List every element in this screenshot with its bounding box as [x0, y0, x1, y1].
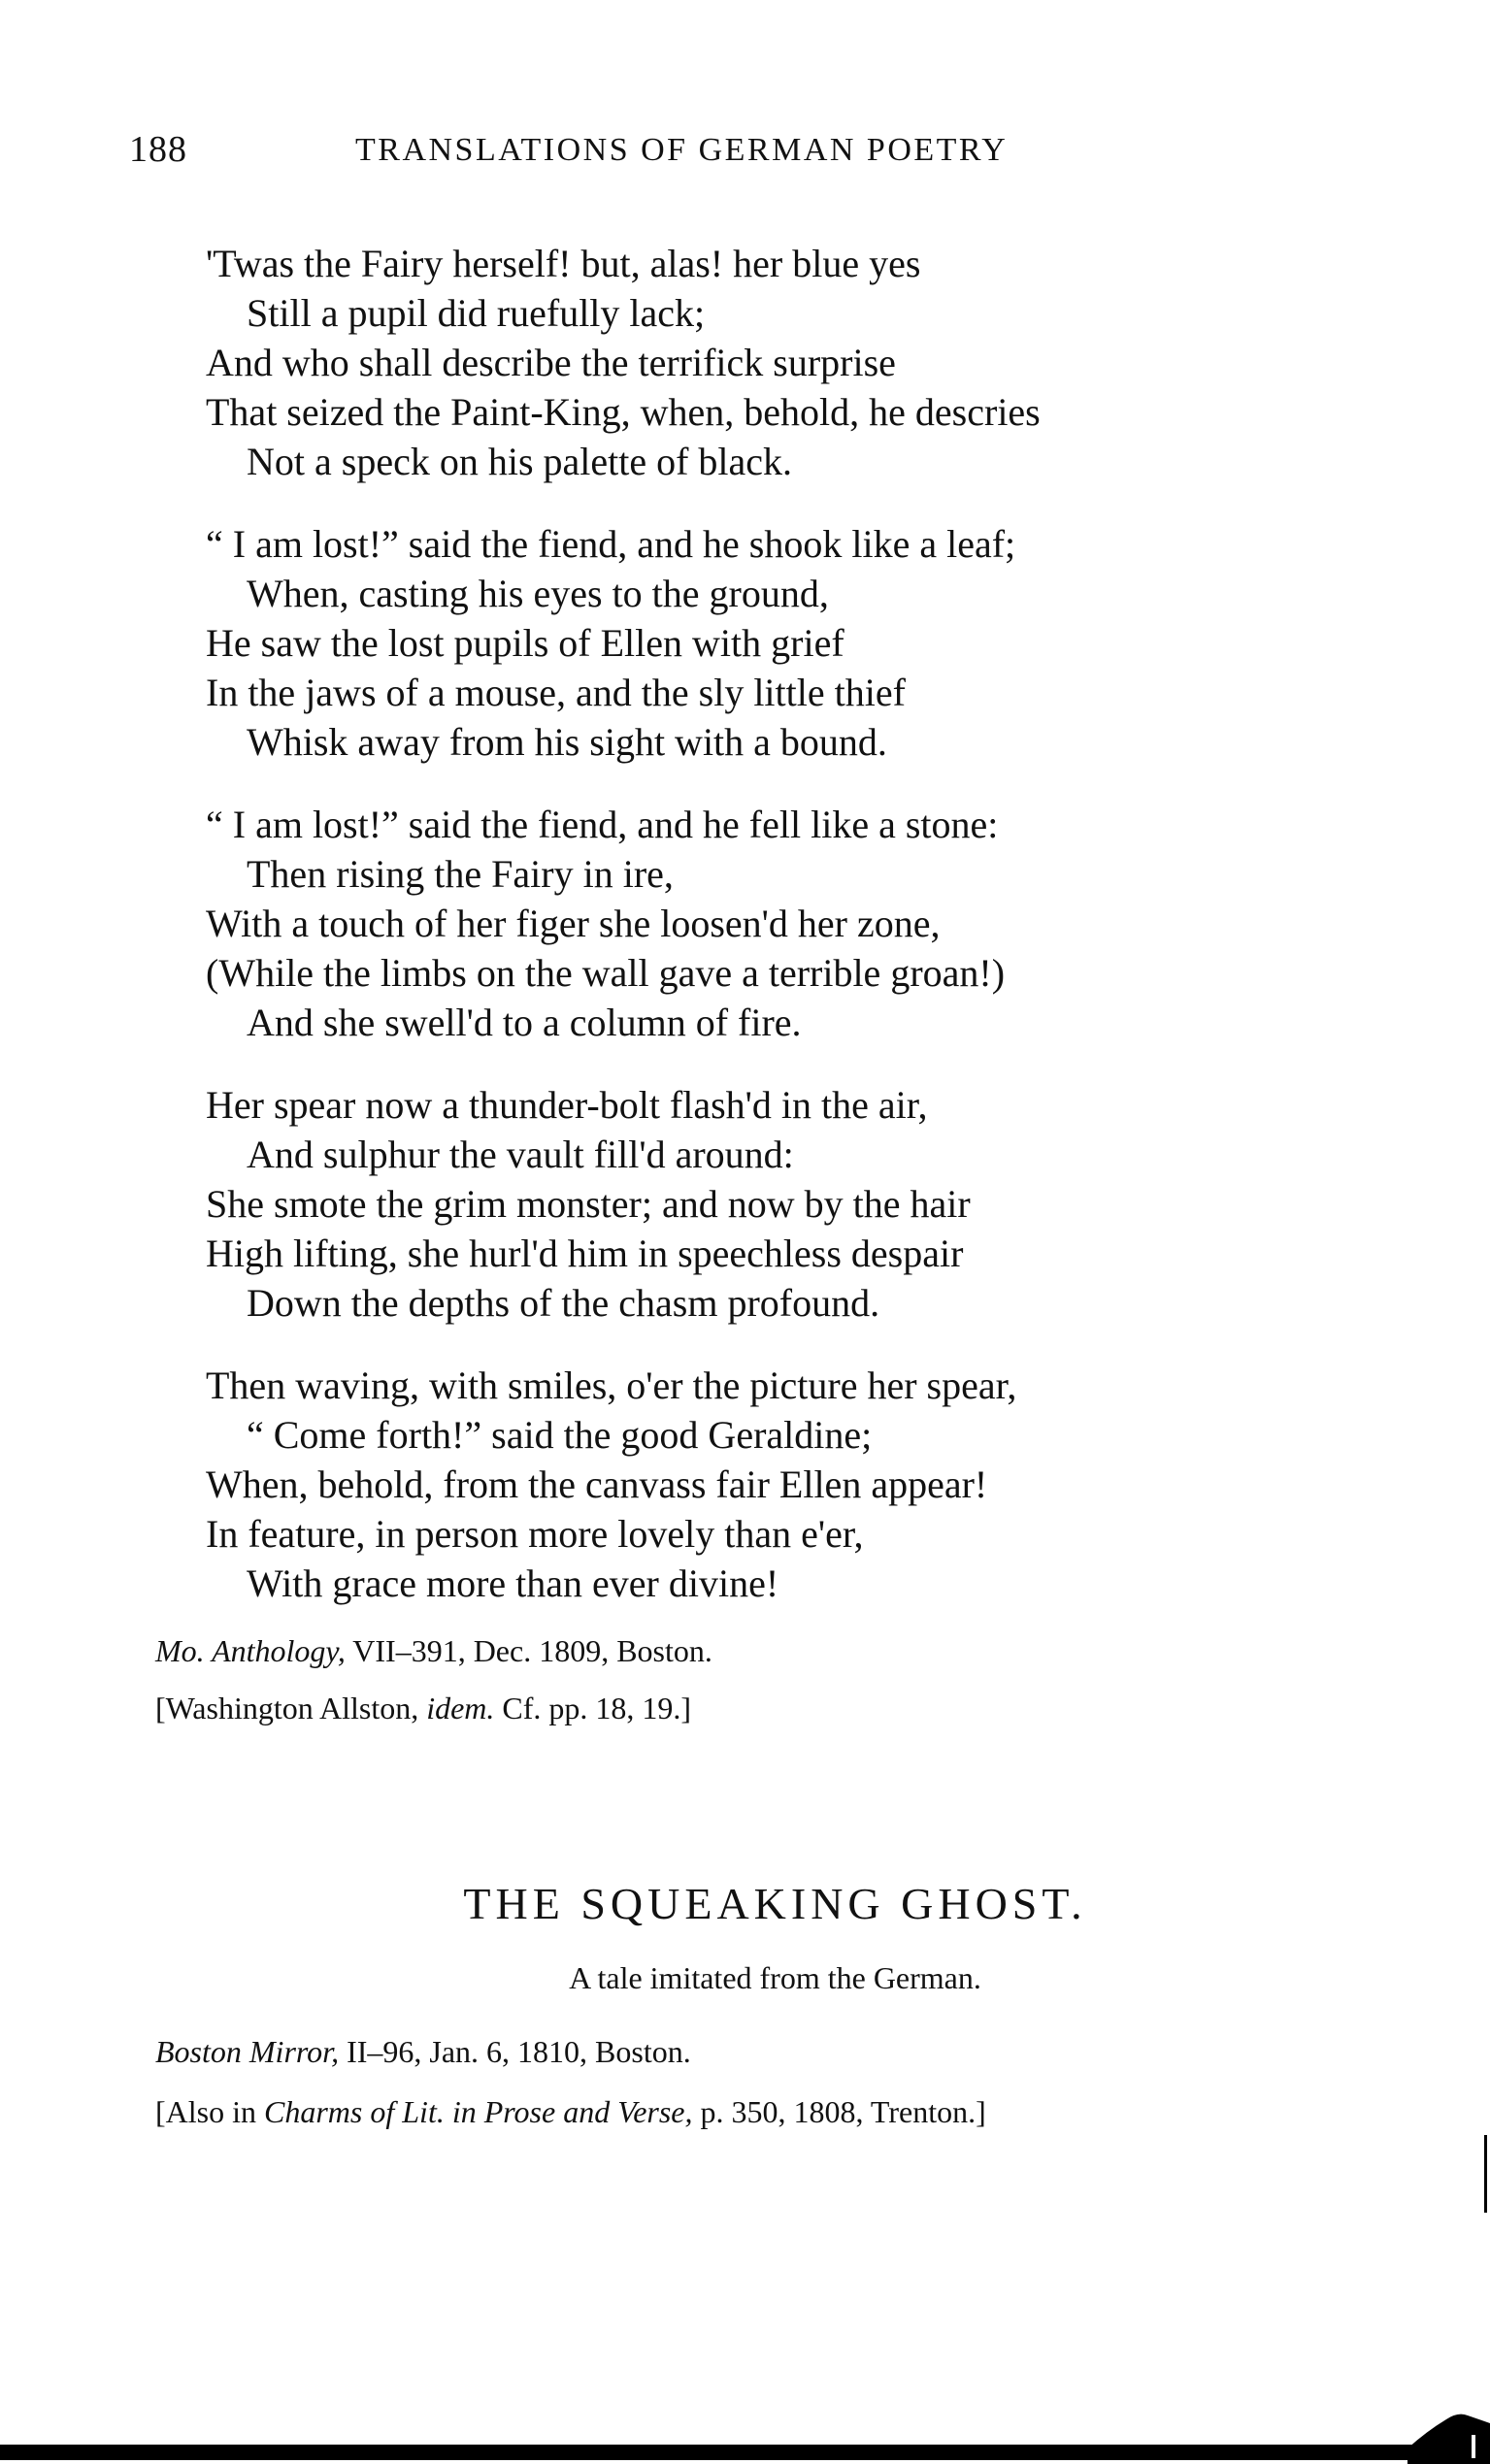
poem-line: Not a speck on his palette of black.: [247, 440, 793, 483]
poem-line: Down the depths of the chasm profound.: [247, 1281, 880, 1325]
poem-line: He saw the lost pupils of Ellen with grief: [206, 621, 844, 665]
attribution-suffix: Cf. pp. 18, 19.]: [494, 1691, 692, 1725]
poem-line: Her spear now a thunder-bolt flash'd in the air,: [206, 1083, 928, 1127]
note-suffix: p. 350, 1808, Trenton.]: [692, 2094, 986, 2129]
stanza-4: [206, 1080, 1274, 1328]
poem-line: “ I am lost!” said the fiend, and he shook like a leaf;: [206, 522, 1016, 566]
section-title: THE SQUEAKING GHOST.: [463, 1879, 1087, 1928]
poem: [206, 239, 1274, 1641]
poem-line: “ I am lost!” said the fiend, and he fell like a stone:: [206, 803, 999, 846]
poem-line: Still a pupil did ruefully lack;: [247, 291, 706, 335]
attribution-prefix: [Washington Allston,: [155, 1691, 427, 1725]
section-subtitle: A tale imitated from the German.: [569, 1960, 981, 1995]
poem-line: And she swell'd to a column of fire.: [247, 1001, 802, 1044]
source-citation: [155, 2034, 691, 2070]
poem-line: When, behold, from the canvass fair Ellen appear!: [206, 1462, 988, 1506]
running-title: TRANSLATIONS OF GERMAN POETRY: [355, 132, 1009, 168]
stanza-5: [206, 1361, 1274, 1608]
poem-line: And who shall describe the terrifick surprise: [206, 341, 896, 384]
poem-line: Whisk away from his sight with a bound.: [247, 720, 887, 764]
note-prefix: [Also in: [155, 2094, 264, 2129]
citation-details: VII–391, Dec. 1809, Boston.: [345, 1633, 712, 1668]
poem-line: In the jaws of a mouse, and the sly little thief: [206, 671, 906, 714]
note-italic-title: Charms of Lit. in Prose and Verse,: [264, 2094, 693, 2129]
poem-line: She smote the grim monster; and now by the hair: [206, 1182, 971, 1226]
poem-line: With grace more than ever divine!: [247, 1561, 779, 1605]
stanza-1: [206, 239, 1274, 486]
scan-clip-shape: [1407, 2402, 1490, 2464]
poem-line: With a touch of her figer she loosen'd her zone,: [206, 902, 941, 945]
poem-line: (While the limbs on the wall gave a terrible groan!): [206, 951, 1006, 995]
poem-line: Then rising the Fairy in ire,: [247, 852, 674, 896]
poem-line: In feature, in person more lovely than e'er,: [206, 1512, 864, 1556]
citation-source-title: Boston Mirror,: [155, 2034, 340, 2069]
page-number: 188: [129, 129, 187, 170]
poem-line: Then waving, with smiles, o'er the picture her spear,: [206, 1363, 1017, 1407]
poem-line: High lifting, she hurl'd him in speechless despair: [206, 1232, 964, 1275]
attribution-italic: idem.: [426, 1691, 495, 1725]
citation-source-title: Mo. Anthology,: [155, 1633, 346, 1668]
source-citation: [155, 1633, 712, 1669]
stanza-3: [206, 800, 1274, 1047]
poem-line: When, casting his eyes to the ground,: [247, 572, 829, 615]
poem-line: “ Come forth!” said the good Geraldine;: [247, 1413, 873, 1457]
attribution-note: [155, 1691, 691, 1726]
page-header: [0, 128, 1490, 177]
margin-scan-mark: [1484, 2135, 1487, 2213]
poem-line: That seized the Paint-King, when, behold, he descries: [206, 390, 1041, 434]
stanza-2: [206, 519, 1274, 767]
citation-details: II–96, Jan. 6, 1810, Boston.: [339, 2034, 691, 2069]
additional-source-note: [155, 2094, 986, 2130]
poem-line: And sulphur the vault fill'd around:: [247, 1133, 794, 1176]
poem-line: 'Twas the Fairy herself! but, alas! her blue yes: [206, 242, 921, 285]
scan-edge-bar: [0, 2445, 1446, 2460]
